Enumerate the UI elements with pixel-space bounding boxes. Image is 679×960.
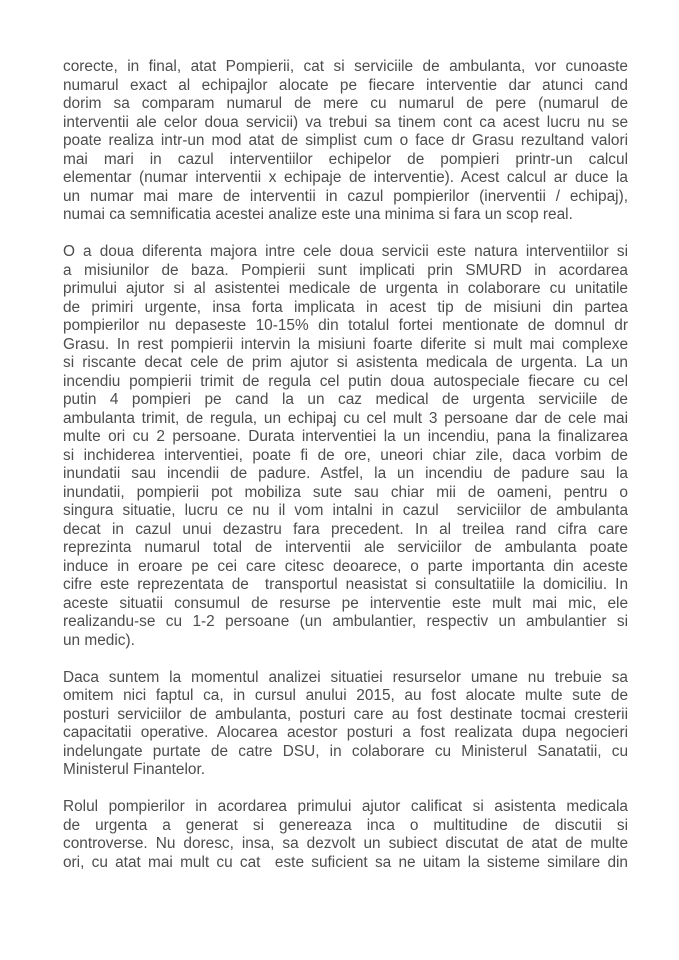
text-line: Rolul pompierilor in acordarea primului ajutor calificat si asistenta medicala [63,798,628,815]
text-line: Grasu. In rest pompierii intervin la misiuni foarte diferite si mult mai complexe [63,335,628,353]
text-line: Daca suntem la momentul analizei situatiei resurselor umane nu trebuie sa [63,668,628,686]
text-line: elementar (numar interventii x echipaje de interventie). Acest calcul ar duce la [63,169,628,186]
text-line: si riscante decat cele de prim ajutor si asistenta medicala de urgenta. La un [63,354,628,371]
paragraph [63,798,628,872]
text-line: a misiunilor de baza. Pompierii sunt implicati prin SMURD in acordarea [63,261,628,279]
paragraph [63,58,628,225]
text-line: ambulanta trimit, de regula, un echipaj cu cel mult 3 persoane dar de cele mai [63,409,628,427]
text-line: omitem nici faptul ca, in cursul anului 2015, au fost alocate multe sute de [63,687,628,704]
text-line: numai ca semnificatia acestei analize este una minima si fara un scop real. [63,206,573,223]
text-line: dorim sa comparam numarul de mere cu numarul de pere (numarul de [63,95,628,112]
text-line: inundatii sau incendii de padure. Astfel, la un incendiu de padure sau la [63,465,628,482]
text-line: putin 4 pompieri pe cand la un caz medical de urgenta serviciile de [63,391,628,408]
text-line: incendiu pompierii trimit de regula cel putin doua autospeciale fiecare cu cel [63,372,628,390]
text-line: reprezinta numarul total de interventii ale serviciilor de ambulanta poate [63,539,628,556]
text-line: pompierilor nu depaseste 10-15% din totalul fortei mentionate de domnul dr [63,317,628,334]
paragraph [63,669,628,780]
text-line: capacitatii operative. Alocarea acestor posturi a fost realizata dupa negocieri [63,724,628,741]
text-line: O a doua diferenta majora intre cele doua servicii este natura interventiilor si [63,243,628,260]
text-line: indelungate purtate de catre DSU, in colaborare cu Ministerul Sanatatii, cu [63,742,628,760]
text-line: ori, cu atat mai mult cu cat este suficient sa ne uitam la sisteme similare din [63,853,628,871]
text-line: realizandu-se cu 1-2 persoane (un ambulantier, respectiv un ambulantier si [63,613,628,630]
text-line: aceste situatii consumul de resurse pe interventie este mult mai mic, ele [63,594,628,612]
document-page [63,58,628,891]
text-line: induce in eroare pe cei care citesc deoarece, o parte importanta din aceste [63,557,628,575]
text-line: posturi serviciilor de ambulanta, posturi care au fost destinate tocmai cresterii [63,705,628,723]
text-line: controverse. Nu doresc, insa, sa dezvolt un subiect discutat de atat de multe [63,835,628,852]
text-line: decat in cazul unui dezastru fara precedent. In al treilea rand cifra care [63,520,628,538]
paragraph [63,243,628,650]
text-line: interventii ale celor doua servicii) va trebui sa tinem cont ca acest lucru nu se [63,113,628,131]
text-line: inundatii, pompierii pot mobiliza sute sau chiar mii de oameni, pentru o [63,483,628,501]
text-line: primului ajutor si al asistentei medicale de urgenta in colaborare cu unitatile [63,280,628,297]
text-line: un medic). [63,631,135,649]
text-line: Ministerul Finantelor. [63,761,205,778]
text-line: corecte, in final, atat Pompierii, cat si serviciile de ambulanta, vor cunoaste [63,58,628,75]
text-line: numarul exact al echipajlor alocate pe fiecare interventie dar atunci cand [63,76,628,94]
text-line: mai mari in cazul interventiilor echipelor de pompieri printr-un calcul [63,150,628,168]
text-line: si inchiderea interventiei, poate fi de ore, uneori chiar zile, daca vorbim de [63,446,628,464]
text-line: poate realiza intr-un mod atat de simplist cum o face dr Grasu rezultand valori [63,132,628,149]
text-line: de urgenta a generat si genereaza inca o multitudine de discutii si [63,816,628,834]
text-line: cifre este reprezentata de transportul neasistat si consultatiile la domiciliu. In [63,576,628,593]
text-line: de primiri urgente, insa forta implicata in acest tip de misiuni din partea [63,298,628,316]
text-line: multe ori cu 2 persoane. Durata interventiei la un incendiu, pana la finalizarea [63,428,628,445]
text-line: un numar mai mare de interventii in cazul pompierilor (inerventii / echipaj), [63,187,628,205]
text-line: singura situatie, lucru ce nu il vom intalni in cazul serviciilor de ambulanta [63,502,628,519]
